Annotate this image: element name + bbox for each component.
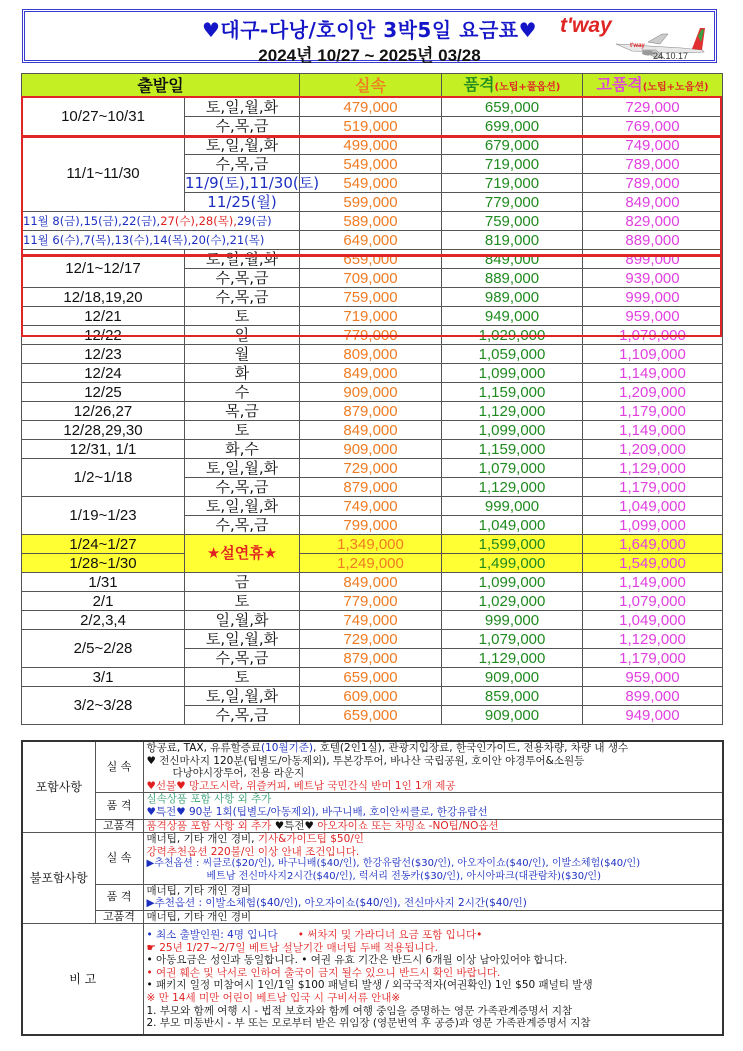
- included-line-highlight: (10월기준): [260, 742, 313, 754]
- gopumgyeok-price: 999,000: [583, 288, 723, 307]
- remark-line: • 아동요금은 성인과 동일합니다. • 여권 유효 기간은 반드시 6개월 이상 남아있어야 합니다.: [146, 954, 568, 967]
- silsok-price: 719,000: [300, 307, 442, 326]
- date-cell: 1/28~1/30: [22, 554, 185, 573]
- pumgyeok-price: 759,000: [442, 212, 583, 231]
- silsok-price: 609,000: [300, 687, 442, 706]
- gopumgyeok-label: 고품격: [596, 74, 643, 94]
- tway-logo: [560, 14, 710, 62]
- day-cell: 토,일,월,화: [185, 687, 300, 706]
- day-cell: 수,목,금: [185, 478, 300, 497]
- pumgyeok-price: 1,159,000: [442, 440, 583, 459]
- pumgyeok-price: 1,599,000: [442, 535, 583, 554]
- date-cell: 11/1~11/30: [22, 136, 185, 212]
- col-header-silsok: 실속: [300, 74, 442, 98]
- excluded-label: 불포함사항: [22, 833, 95, 924]
- pumgyeok-price: 1,059,000: [442, 345, 583, 364]
- silsok-price: 779,000: [300, 326, 442, 345]
- pumgyeok-price: 999,000: [442, 497, 583, 516]
- table-row: [22, 98, 723, 117]
- included-line: 항공료, TAX, 유류할증료: [146, 742, 261, 754]
- pumgyeok-price: 1,499,000: [442, 554, 583, 573]
- day-cell: 수,목,금: [185, 516, 300, 535]
- pumgyeok-price: 659,000: [442, 98, 583, 117]
- excluded-line: 매너팁, 기타 개인 경비,: [146, 833, 258, 846]
- remark-line: ☛ 25년 1/27~2/7일 베트남 설날기간 매너팁 두배 적용됩니다.: [146, 941, 438, 954]
- day-cell: 화: [185, 364, 300, 383]
- excluded-go-label: 고품격: [95, 910, 143, 924]
- gopumgyeok-price: 1,549,000: [583, 554, 723, 573]
- date-cell: 12/23: [22, 345, 185, 364]
- remark-line: 2. 부모 미동반시 - 부 또는 모로부터 받은 위임장 (영문번역 후 공증)과 영문 가족관계증명서 지참: [146, 1017, 591, 1030]
- pumgyeok-price: 1,159,000: [442, 383, 583, 402]
- table-row: [22, 668, 723, 687]
- pumgyeok-price: 889,000: [442, 269, 583, 288]
- plane-livery-text: t'way: [630, 43, 645, 49]
- included-pum-label: 품 격: [95, 793, 143, 819]
- included-line: 품격상품 포함 사항 외 추가: [146, 819, 275, 832]
- gopumgyeok-price: 1,049,000: [583, 611, 723, 630]
- gopumgyeok-price: 769,000: [583, 117, 723, 136]
- gopumgyeok-price: 949,000: [583, 706, 723, 725]
- notes-table: [21, 740, 724, 1036]
- gopumgyeok-note: (노팁+노옵션): [642, 81, 709, 93]
- day-cell: 화,수: [185, 440, 300, 459]
- day-cell: 수,목,금: [185, 269, 300, 288]
- date-cell: [22, 212, 300, 231]
- day-cell: 11/9(토),11/30(토): [185, 173, 320, 192]
- day-cell: 수,목,금: [185, 155, 300, 174]
- gopumgyeok-price: 1,079,000: [583, 592, 723, 611]
- table-row: [22, 687, 723, 706]
- holiday-label: ★설연휴★: [185, 535, 300, 573]
- pumgyeok-price: 1,079,000: [442, 459, 583, 478]
- silsok-price: 849,000: [300, 573, 442, 592]
- gopumgyeok-price: 899,000: [583, 687, 723, 706]
- gopumgyeok-price: 959,000: [583, 307, 723, 326]
- gopumgyeok-price: 1,179,000: [583, 478, 723, 497]
- date-cell: 12/24: [22, 364, 185, 383]
- date-cell: 12/21: [22, 307, 185, 326]
- period-text: 2024년 10/27 ~ 2025년 03/28: [258, 46, 481, 65]
- pumgyeok-price: 859,000: [442, 687, 583, 706]
- date-part: 29(금): [236, 213, 272, 228]
- table-row: [22, 136, 723, 155]
- pumgyeok-price: 849,000: [442, 250, 583, 269]
- gopumgyeok-price: 789,000: [583, 174, 723, 193]
- date-cell: 3/1: [22, 668, 185, 687]
- pumgyeok-price: 1,029,000: [442, 326, 583, 345]
- gopumgyeok-price: 1,209,000: [583, 383, 723, 402]
- included-pum-row: [22, 793, 723, 819]
- silsok-price: 589,000: [300, 212, 442, 231]
- date-cell: 12/25: [22, 383, 185, 402]
- pumgyeok-price: 949,000: [442, 307, 583, 326]
- pumgyeok-price: 1,029,000: [442, 592, 583, 611]
- silsok-price: 1,349,000: [300, 535, 442, 554]
- excluded-pum-row: [22, 884, 723, 910]
- table-row: [22, 364, 723, 383]
- day-cell: 일,월,화: [185, 611, 300, 630]
- gopumgyeok-price: 1,149,000: [583, 573, 723, 592]
- day-cell: 목,금: [185, 402, 300, 421]
- gopumgyeok-price: 1,049,000: [583, 497, 723, 516]
- silsok-price: 879,000: [300, 649, 442, 668]
- included-line: ♥ 전신마사지 120분(팁별도/아동제외), 투본강투어, 바나산 국립공원, 호이안 야경투어&소원등: [146, 754, 585, 767]
- silsok-price: 659,000: [300, 706, 442, 725]
- silsok-price: 809,000: [300, 345, 442, 364]
- pumgyeok-price: 699,000: [442, 117, 583, 136]
- gopumgyeok-price: 1,129,000: [583, 630, 723, 649]
- pumgyeok-price: 719,000: [442, 155, 583, 174]
- day-cell: 금: [185, 573, 300, 592]
- included-line: ♥특전♥: [274, 819, 314, 832]
- table-row: [22, 345, 723, 364]
- day-cell: 수,목,금: [185, 706, 300, 725]
- table-row: [22, 573, 723, 592]
- excluded-line: 강력추천옵션 220불/인 이상 안내 조건입니다.: [146, 845, 360, 858]
- date-cell: 12/1~12/17: [22, 250, 185, 288]
- excluded-line: ▶추천옵션 : 이발소체험($40/인), 아오자이쇼($40/인), 전신마사지 2시간($40/인): [146, 897, 527, 910]
- silsok-price: 879,000: [300, 478, 442, 497]
- excluded-pum-label: 품 격: [95, 884, 143, 910]
- day-cell: 11/25(월): [185, 193, 300, 212]
- pumgyeok-label: 품격: [463, 74, 495, 94]
- date-cell: 12/31, 1/1: [22, 440, 185, 459]
- gopumgyeok-price: 1,209,000: [583, 440, 723, 459]
- gopumgyeok-price: 1,179,000: [583, 649, 723, 668]
- date-cell: 12/28,29,30: [22, 421, 185, 440]
- excluded-line: 베트남 전신마사지2시간($40/인), 럭셔리 전동카($30/인), 아시아파크(대관람차)($30/인): [206, 870, 601, 882]
- date-cell: 2/5~2/28: [22, 630, 185, 668]
- pumgyeok-note: (노팁+풀옵션): [494, 81, 561, 93]
- table-row: [22, 440, 723, 459]
- silsok-price: 599,000: [300, 193, 442, 212]
- table-row: [22, 459, 723, 478]
- pumgyeok-price: 779,000: [442, 193, 583, 212]
- day-cell: 수,목,금: [185, 117, 300, 136]
- excluded-go-content: [143, 910, 723, 924]
- gopumgyeok-price: 849,000: [583, 193, 723, 212]
- table-row: [22, 554, 723, 573]
- heart-icon: ♥: [518, 18, 538, 42]
- silsok-price: 519,000: [300, 117, 442, 136]
- silsok-price: 849,000: [300, 421, 442, 440]
- remark-line: 1. 부모와 함께 여행 시 - 법적 보호자와 함께 여행 중임을 증명하는 영문 가족관계증명서 지참: [146, 1004, 573, 1017]
- day-cell: 수,목,금: [185, 288, 300, 307]
- table-row: [22, 326, 723, 345]
- day-cell: 토,일,월,화: [185, 497, 300, 516]
- day-cell: 월: [185, 345, 300, 364]
- gopumgyeok-price: 959,000: [583, 668, 723, 687]
- table-row: [22, 307, 723, 326]
- table-row: [22, 592, 723, 611]
- remark-line: • 패키지 일정 미참여시 1인/1일 $100 패널티 발생 / 외국국적자(여권확인) 1인 $50 패널티 발생: [146, 979, 593, 992]
- fare-table: [21, 73, 723, 725]
- silsok-price: 909,000: [300, 440, 442, 459]
- day-cell: 토,일,월,화: [185, 136, 300, 155]
- included-line: 다낭야시장투어, 전용 라운지: [172, 767, 305, 780]
- date-cell: 12/22: [22, 326, 185, 345]
- day-cell: 수,목,금: [185, 649, 300, 668]
- included-label: 포함사항: [22, 741, 95, 833]
- date-cell: 12/26,27: [22, 402, 185, 421]
- remarks-content: [143, 924, 723, 1036]
- silsok-price: 729,000: [300, 630, 442, 649]
- pumgyeok-price: 909,000: [442, 706, 583, 725]
- silsok-price: 749,000: [300, 611, 442, 630]
- gopumgyeok-price: 789,000: [583, 155, 723, 174]
- version-date: 24.10.17: [652, 51, 688, 61]
- pumgyeok-price: 719,000: [442, 174, 583, 193]
- day-cell: 토,일,월,화: [185, 630, 300, 649]
- silsok-price: 479,000: [300, 98, 442, 117]
- pumgyeok-price: 679,000: [442, 136, 583, 155]
- table-row: [22, 383, 723, 402]
- pumgyeok-price: 1,099,000: [442, 573, 583, 592]
- date-part: 11월 8(금),15(금),22(금),: [23, 213, 161, 228]
- date-cell: 3/2~3/28: [22, 687, 185, 725]
- date-cell: 1/24~1/27: [22, 535, 185, 554]
- day-cell: 토: [185, 668, 300, 687]
- logo-text: t'way: [560, 14, 612, 37]
- pumgyeok-price: 1,049,000: [442, 516, 583, 535]
- remark-line: • 최소 출발인원: 4명 입니다: [146, 928, 278, 941]
- table-row: [22, 288, 723, 307]
- silsok-price: 549,000: [300, 174, 442, 193]
- silsok-price: 659,000: [300, 668, 442, 687]
- table-row: [22, 630, 723, 649]
- silsok-price: 499,000: [300, 136, 442, 155]
- excluded-line: 매너팁, 기타 개인 경비: [146, 884, 252, 897]
- date-cell: 1/31: [22, 573, 185, 592]
- gopumgyeok-price: 1,109,000: [583, 345, 723, 364]
- gopumgyeok-price: 729,000: [583, 98, 723, 117]
- title-text: 대구-다낭/호이안 3박5일 요금표: [220, 18, 519, 42]
- excluded-line: 기사&가이드팁 $50/인: [257, 833, 364, 846]
- gopumgyeok-price: 1,099,000: [583, 516, 723, 535]
- day-cell: 토: [185, 421, 300, 440]
- silsok-price: 909,000: [300, 383, 442, 402]
- gopumgyeok-price: 1,149,000: [583, 421, 723, 440]
- pumgyeok-price: 1,099,000: [442, 364, 583, 383]
- silsok-price: 709,000: [300, 269, 442, 288]
- included-silsok-row: [22, 741, 723, 793]
- gopumgyeok-price: 1,079,000: [583, 326, 723, 345]
- silsok-price: 879,000: [300, 402, 442, 421]
- excluded-silsok-content: [143, 833, 723, 884]
- table-row: [22, 611, 723, 630]
- day-cell: 토,일,월,화: [185, 98, 300, 117]
- remarks-row: [22, 924, 723, 1036]
- date-part-red: 27(수),28(목),: [160, 213, 237, 228]
- silsok-price: 759,000: [300, 288, 442, 307]
- pumgyeok-price: 999,000: [442, 611, 583, 630]
- table-row: [22, 402, 723, 421]
- pumgyeok-price: 1,129,000: [442, 478, 583, 497]
- silsok-price: 799,000: [300, 516, 442, 535]
- gopumgyeok-price: 829,000: [583, 212, 723, 231]
- table-row: [22, 535, 723, 554]
- excluded-go-row: [22, 910, 723, 924]
- col-header-pumgyeok: [442, 74, 583, 98]
- table-row: [22, 421, 723, 440]
- excluded-silsok-row: [22, 833, 723, 884]
- gopumgyeok-price: 749,000: [583, 136, 723, 155]
- pumgyeok-price: 1,079,000: [442, 630, 583, 649]
- excluded-line: 매너팁, 기타 개인 경비: [146, 910, 252, 923]
- included-line: 아오자이쇼 또는 차밍쇼 -NO팁/NO옵션: [313, 819, 499, 832]
- date-cell: 1/19~1/23: [22, 497, 185, 535]
- title-banner: [22, 9, 717, 63]
- day-cell: 토: [185, 592, 300, 611]
- day-cell: 토,일,월,화: [185, 250, 300, 269]
- gopumgyeok-price: 889,000: [583, 231, 723, 250]
- silsok-price: 779,000: [300, 592, 442, 611]
- silsok-price: 729,000: [300, 459, 442, 478]
- pumgyeok-price: 1,129,000: [442, 402, 583, 421]
- pumgyeok-price: 989,000: [442, 288, 583, 307]
- pumgyeok-price: 1,099,000: [442, 421, 583, 440]
- excluded-silsok-label: 실 속: [95, 833, 143, 884]
- silsok-price: 1,249,000: [300, 554, 442, 573]
- included-gift-line: ♥선물♥ 망고도시락, 위즐커피, 베트남 국민간식 반미 1인 1개 제공: [146, 779, 456, 792]
- included-line: 실속상품 포함 사항 외 추가: [146, 793, 272, 806]
- included-pum-content: [143, 793, 723, 819]
- included-go-label: 고품격: [95, 819, 143, 833]
- gopumgyeok-price: 899,000: [583, 250, 723, 269]
- day-cell: 토,일,월,화: [185, 459, 300, 478]
- included-line: , 호텔(2인1실), 관광지입장료, 한국인가이드, 전용차량, 차량 내 생수: [312, 742, 629, 754]
- pumgyeok-price: 1,129,000: [442, 649, 583, 668]
- date-cell: 10/27~10/31: [22, 98, 185, 136]
- remark-line: • 써차지 및 가라디너 요금 포함 입니다•: [297, 928, 483, 941]
- date-cell: 1/2~1/18: [22, 459, 185, 497]
- included-silsok-content: [143, 741, 723, 793]
- col-header-departure: 출발일: [22, 74, 300, 98]
- included-go-row: [22, 819, 723, 833]
- date-cell: 2/2,3,4: [22, 611, 185, 630]
- silsok-price: 749,000: [300, 497, 442, 516]
- date-cell: 11월 6(수),7(목),13(수),14(목),20(수),21(목): [22, 231, 300, 250]
- included-silsok-label: 실 속: [95, 741, 143, 793]
- heart-icon: ♥: [201, 18, 221, 42]
- gopumgyeok-price: 939,000: [583, 269, 723, 288]
- silsok-price: 849,000: [300, 364, 442, 383]
- included-line: ♥특전♥ 90분 1회(팁별도/아동제외), 바구니배, 호이안씨클로, 한강유람선: [146, 805, 488, 818]
- gopumgyeok-price: 1,179,000: [583, 402, 723, 421]
- remark-line: • 여권 훼손 및 낙서로 인하여 출국이 금지 될수 있으니 반드시 확인 바랍니다.: [146, 966, 501, 979]
- table-row: [22, 250, 723, 269]
- day-cell: 수: [185, 383, 300, 402]
- date-cell: 12/18,19,20: [22, 288, 185, 307]
- remarks-label: 비 고: [22, 924, 143, 1036]
- excluded-pum-content: [143, 884, 723, 910]
- gopumgyeok-price: 1,129,000: [583, 459, 723, 478]
- pumgyeok-price: 819,000: [442, 231, 583, 250]
- remark-line: ※ 만 14세 미만 어린이 베트남 입국 시 구비서류 안내※: [146, 991, 401, 1004]
- col-header-gopumgyeok: [583, 74, 723, 98]
- excluded-line: ▶추천옵션 : 씨클로($20/인), 바구니배($40/인), 한강유람선($30/인), 아오자이쇼($40/인), 이발소체험($40/인): [146, 858, 641, 870]
- pumgyeok-price: 909,000: [442, 668, 583, 687]
- silsok-price: 549,000: [300, 155, 442, 174]
- table-row: [22, 212, 723, 231]
- silsok-price: 659,000: [300, 250, 442, 269]
- gopumgyeok-price: 1,149,000: [583, 364, 723, 383]
- table-header-row: [22, 74, 723, 98]
- table-row: [22, 231, 723, 250]
- silsok-price: 649,000: [300, 231, 442, 250]
- day-cell: 토: [185, 307, 300, 326]
- day-cell: 일: [185, 326, 300, 345]
- included-go-content: [143, 819, 723, 833]
- table-row: [22, 497, 723, 516]
- date-cell: 2/1: [22, 592, 185, 611]
- gopumgyeok-price: 1,649,000: [583, 535, 723, 554]
